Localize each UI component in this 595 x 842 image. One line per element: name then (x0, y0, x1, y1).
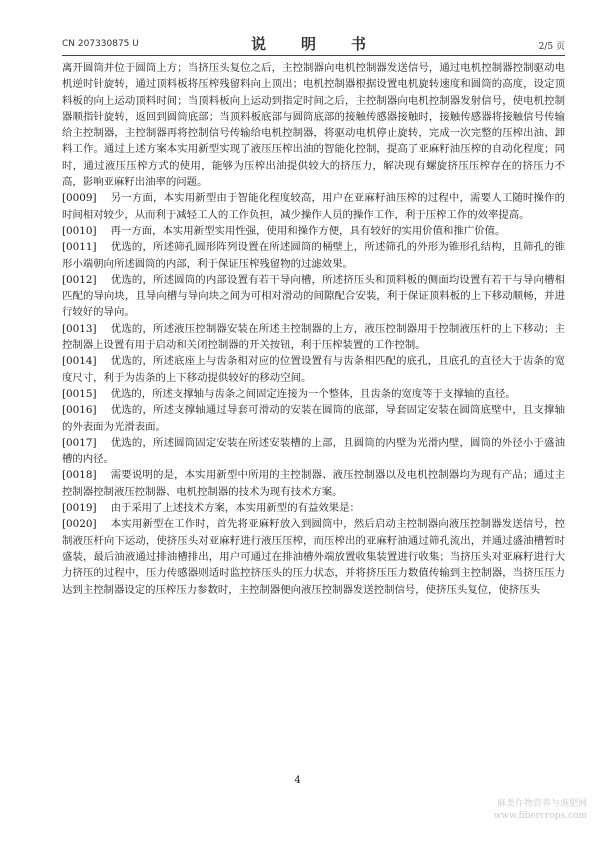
paragraph-number: [0011] (62, 241, 97, 254)
watermark-line-1: 麻类作物营养与施肥网 (496, 799, 587, 809)
document-body (62, 60, 565, 598)
paragraph (62, 223, 565, 239)
publication-number: CN 207330875 U (62, 39, 139, 49)
paragraph-number: [0019] (62, 502, 97, 515)
paragraph (62, 402, 565, 435)
paragraph-number: [0020] (62, 518, 97, 531)
page-header (62, 33, 565, 53)
paragraph (62, 353, 565, 386)
paragraph-text: 优选的，所述支撑轴通过导套可滑动的安装在圆筒的底部，导套固定安装在圆筒底壁中，且支撑轴的外表面为光滑表面。 (62, 404, 565, 433)
paragraph-text: 优选的，所述支撑轴与齿条之间固定连接为一个整体，且齿条的宽度等于支撑轴的直径。 (110, 387, 516, 400)
watermark (494, 798, 587, 822)
paragraph-text: 优选的，所述液压控制器安装在所述主控制器的上方，液压控制器用于控制液压杆的上下移动；主控制器上设置有用于启动和关闭控制器的开关按钮，利于压榨装置的工作控制。 (62, 322, 565, 352)
paragraph-number: [0018] (62, 469, 97, 482)
paragraph-number: [0014] (62, 355, 97, 368)
paragraph (62, 386, 565, 402)
page-count: 2/5 页 (538, 42, 565, 52)
paragraph-text: 优选的，所述圆筒固定安装在所述安装槽的上部，且圆筒的内壁为光滑内壁，圆筒的外径小于盛油槽的内径。 (62, 436, 565, 466)
watermark-line-2: www.fibercrops.com (493, 811, 587, 821)
paragraph-text: 由于采用了上述技术方案，本实用新型的有益效果是： (110, 502, 360, 515)
paragraph-number: [0012] (62, 273, 97, 286)
paragraph-number: [0009] (62, 192, 97, 205)
paragraph-text: 优选的，所述圆筒的内部设置有若干导向槽，所述挤压头和顶料板的侧面均设置有若干与导向槽相匹配的导向块，且导向槽与导向块之间为可相对滑动的间隙配合安装，利于保证顶料板的上下移动顺畅，并进行较好的导向。 (62, 273, 565, 319)
paragraph-text: 本实用新型在工作时，首先将亚麻籽放入到圆筒中，然后启动主控制器向液压控制器发送信号，控制液压杆向下运动，使挤压头对亚麻籽进行液压压榨，而压榨出的亚麻籽油通过筛孔流出，并通过盛油槽暂时盛装，最后油液通过排油槽排出，用户可通过在排油槽外端放置收集装置进行收集；当挤压头对亚麻籽进行大力挤压的过程中，压力传感器则适时监控挤压头的压力状态，并将挤压压力数值传输到主控制器，当挤压压力达到主控制器设定的压榨压力参数时，主控制器便向液压控制器发送控制信号，使挤压头复位，使挤压头 (62, 518, 565, 596)
paragraph-list (62, 190, 565, 597)
paragraph-number: [0010] (62, 224, 97, 237)
paragraph (62, 435, 565, 468)
document-title: 说 明 书 (250, 35, 376, 53)
header-rule (62, 55, 565, 56)
paragraph (62, 467, 565, 500)
paragraph-number: [0013] (62, 322, 97, 335)
lead-paragraph: 离开圆筒并位于圆筒上方；当挤压头复位之后，主控制器向电机控制器发送信号，通过电机控制器控制驱动电机逆时针旋转，通过顶料板将压榨残留料向上顶出；电机控制器根据设置电机旋转速度和圆筒的高度，设定顶料板的向上运动顶料时间；当顶料板向上运动到指定时间之后，主控制器向电机控制器发射信号，使电机控制器顺指针旋转，返回到圆筒底部；当顶料板底部与圆筒底部的接触传感器接触时，接触传感器将接触信号传输给主控制器，主控制器再将控制信号传输给电机控制器，将驱动电机停止旋转，完成一次完整的压榨出油、卸料工作。通过上述方案本实用新型实现了液压压榨出油的智能化控制，提高了亚麻籽油压榨的自动化程度；同时，通过液压压榨方式的使用，能够为压榨出油提供较大的挤压力，解决现有螺旋挤压压榨存在的挤压力不高，影响亚麻籽出油率的问题。 (62, 62, 565, 189)
paragraph-number: [0015] (62, 387, 97, 400)
paragraph-text: 优选的，所述筛孔圆形阵列设置在所述圆筒的桶壁上，所述筛孔的外形为锥形孔结构，且筛孔的锥形小端朝向所述圆筒的内部，利于保证压榨残留物的过滤效果。 (62, 241, 565, 270)
paragraph (62, 272, 565, 321)
paragraph (62, 239, 565, 272)
paragraph-number: [0017] (62, 436, 97, 449)
paragraph (62, 500, 565, 516)
paragraph-text: 再一方面，本实用新型实用性强，使用和操作方便，具有较好的实用价值和推广价值。 (110, 224, 506, 237)
paragraph-text: 另一方面，本实用新型由于智能化程度较高，用户在亚麻籽油压榨的过程中，需要人工随时操作的时间相对较少，从而利于减轻工人的工作负担，减少操作人员的操作工作，利于压榨工作的效率提高。 (62, 192, 565, 221)
page-number: 4 (294, 775, 301, 786)
paragraph (62, 190, 565, 223)
paragraph (62, 321, 565, 354)
paragraph-text: 需要说明的是，本实用新型中所用的主控制器、液压控制器以及电机控制器均为现有产品；通过主控制器控制液压控制器、电机控制器的技术为现有技术方案。 (62, 469, 565, 498)
paragraph-number: [0016] (62, 404, 97, 417)
paragraph-text: 优选的，所述底座上与齿条相对应的位置设置有与齿条相匹配的底孔，且底孔的直径大于齿条的宽度尺寸，利于为齿条的上下移动提供较好的移动空间。 (62, 355, 565, 384)
paragraph (62, 516, 565, 597)
